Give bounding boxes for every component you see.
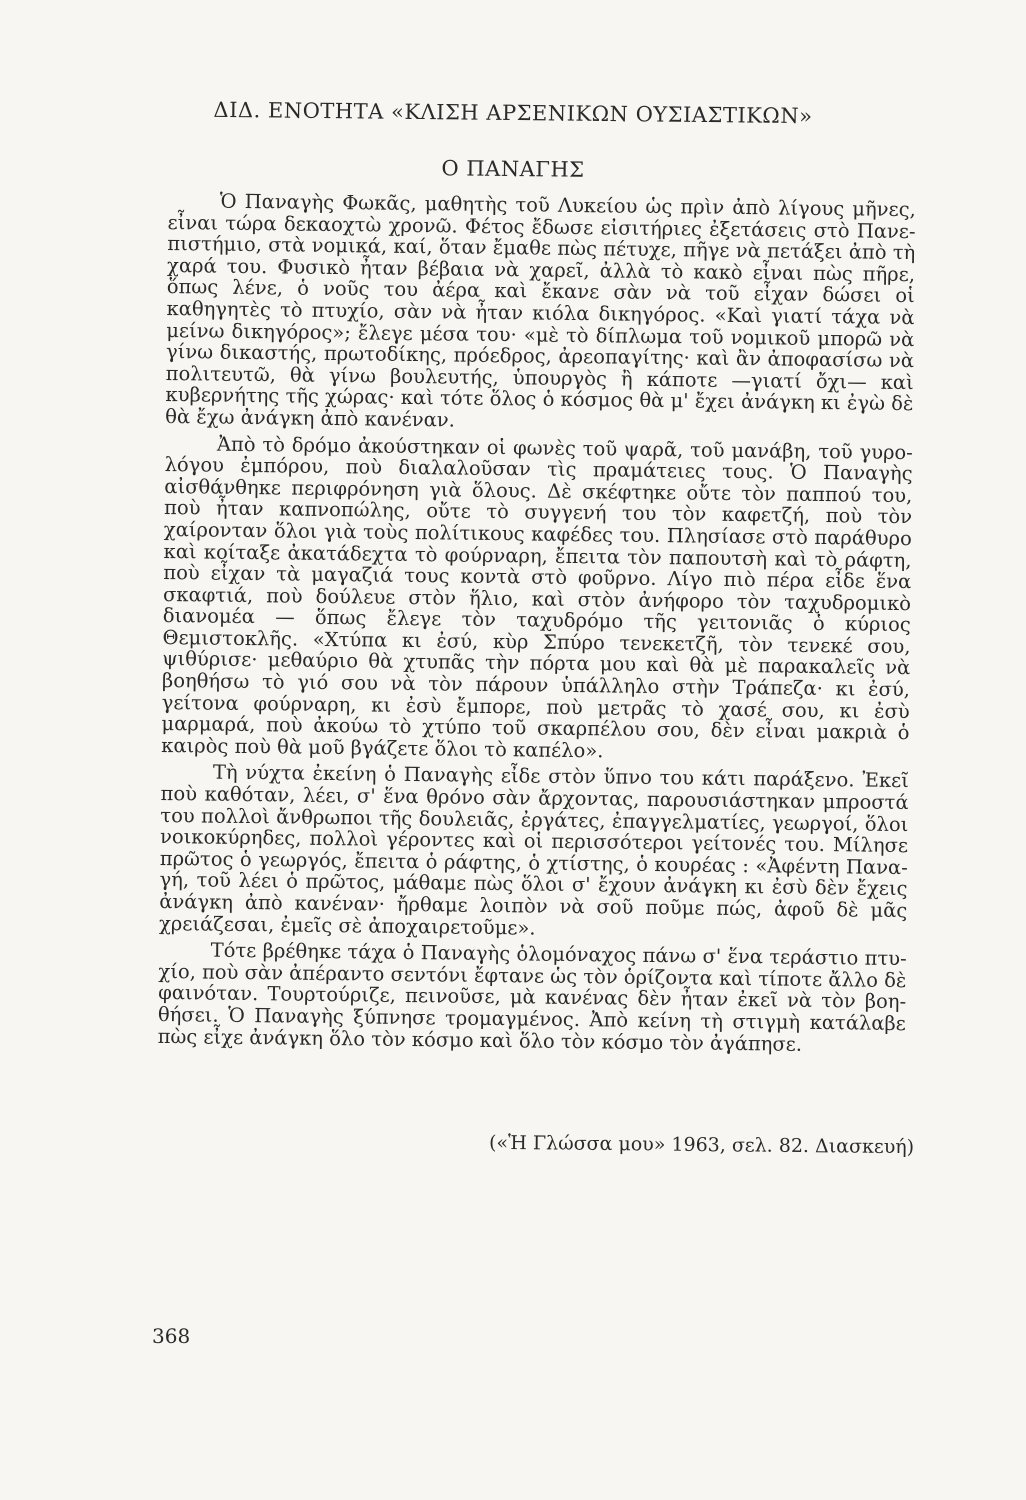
page-number: 368 — [152, 1324, 191, 1348]
paragraph-3: Τὴ νύχτα ἐκείνη ὁ Παναγὴς εἶδε στὸν ὕπνο του κάτι παράξενο. Ἐκεῖ ποὺ καθόταν, λέει, σ' ἕνα θρόνο σὰν ἄρχοντας, παρουσιάστηκαν μπροστά του πολλοὶ ἄνθρωποι τῆς δουλειᾶς, ἐργάτες, ἐπαγγελματίες, γεωργοί, ὅλοι νοικοκύρηδες, πολλοὶ γέροντες καὶ οἱ περισσότεροι γείτονές του. Μίλησε πρῶτος ὁ γεωργός, ἔπειτα ὁ ράφτης, ὁ χτίστης, ὁ κουρέας : «Ἀφέντη Παναγή, τοῦ λέει ὁ πρῶτος, μάθαμε πὼς ὅλοι σ' ἔχουν ἀνάγκη κι ἐσὺ δὲν ἔχεις ἀνάγκη ἀπὸ κανέναν· ἤρθαμε λοιπὸν νὰ σοῦ ποῦμε πώς, ἀφοῦ δὲ μᾶς χρειάζεσαι, ἐμεῖς σὲ ἀποχαιρετοῦμε». — [158, 761, 909, 940]
paragraph-1: Ὁ Παναγὴς Φωκᾶς, μαθητὴς τοῦ Λυκείου ὡς πρὶν ἀπὸ λίγους μῆνες, εἶναι τώρα δεκαοχτὼ χρονῶ. Φέτος ἔδωσε εἰσιτήριες ἐξετάσεις στὸ Πανεπιστήμιο, στὰ νομικά, καί, ὅταν ἔμαθε πὼς πέτυχε, πῆγε νὰ πετάξει ἀπὸ τὴ χαρά του. Φυσικὸ ἦταν βέβαια νὰ χαρεῖ, ἀλλὰ τὸ κακὸ εἶναι πὼς πῆρε, ὅπως λένε, ὁ νοῦς του ἀέρα καὶ ἔκανε σὰν νὰ τοῦ εἶχαν δώσει οἱ καθηγητὲς τὸ πτυχίο, σὰν νὰ ἦταν κιόλα δικηγόρος. «Καὶ γιατί τάχα νὰ μείνω δικηγόρος»; ἔλεγε μέσα του· «μὲ τὸ δίπλωμα τοῦ νομικοῦ μπορῶ νὰ γίνω δικαστής, πρωτοδίκης, πρόεδρος, ἀρεοπαγίτης· καὶ ἂν ἀποφασίσω νὰ πολιτευτῶ, θὰ γίνω βουλευτής, ὑπουργὸς ἢ κάποτε —γιατί ὄχι— καὶ κυβερνήτης τῆς χώρας· καὶ τότε ὅλος ὁ κόσμος θὰ μ' ἔχει ἀνάγκη κι ἐγὼ δὲ θὰ ἔχω ἀνάγκη ἀπὸ κανέναν. — [165, 189, 916, 432]
paragraph-4: Τότε βρέθηκε τάχα ὁ Παναγὴς ὁλομόναχος πάνω σ' ἕνα τεράστιο πτυχίο, ποὺ σὰν ἀπέραντο σεντόνι ἔφτανε ὡς τὸν ὁρίζοντα καὶ τίποτε ἄλλο δὲ φαινόταν. Τουρτούριζε, πεινοῦσε, μὰ κανένας δὲν ἦταν ἐκεῖ νὰ τὸν βοηθήσει. Ὁ Παναγὴς ξύπνησε τρομαγμένος. Ἀπὸ κείνη τὴ στιγμὴ κατάλαβε πὼς εἶχε ἀνάγκη ὅλο τὸν κόσμο καὶ ὅλο τὸν κόσμο τὸν ἀγάπησε. — [157, 938, 907, 1056]
story-body — [157, 190, 915, 1061]
section-heading: ΔΙΔ. ΕΝΟΤΗΤΑ «ΚΛΙΣΗ ΑΡΣΕΝΙΚΩΝ ΟΥΣΙΑΣΤΙΚΩΝ» — [213, 97, 813, 129]
source-citation: («Ἡ Γλώσσα μου» 1963, σελ. 82. Διασκευή) — [488, 1131, 915, 1159]
story-title: Ο ΠΑΝΑΓΗΣ — [441, 156, 585, 182]
paragraph-2: Ἀπὸ τὸ δρόμο ἀκούστηκαν οἱ φωνὲς τοῦ ψαρᾶ, τοῦ μανάβη, τοῦ γυρολόγου ἐμπόρου, ποὺ διαλαλοῦσαν τὶς πραμάτειες τους. Ὁ Παναγὴς αἰσθάνθηκε περιφρόνηση γιὰ ὅλους. Δὲ σκέφτηκε οὔτε τὸν παππού του, ποὺ ἦταν καπνοπώλης, οὔτε τὸ συγγενή του τὸν καφετζή, ποὺ τὸν χαίρονταν ὅλοι γιὰ τοὺς πολίτικους καφέδες του. Πλησίασε στὸ παράθυρο καὶ κοίταξε ἀκατάδεχτα τὸ φούρναρη, ἔπειτα τὸν παπουτσὴ καὶ τὸ ράφτη, ποὺ εἶχαν τὰ μαγαζιά τους κοντὰ στὸ φοῦρνο. Λίγο πιὸ πέρα εἶδε ἕνα σκαφτιά, ποὺ δούλευε στὸν ἥλιο, καὶ στὸν ἀνήφορο τὸν ταχυδρομικὸ διανομέα — ὅπως ἔλεγε τὸν ταχυδρόμο τῆς γειτονιᾶς ὁ κύριος Θεμιστοκλῆς. «Χτύπα κι ἐσύ, κὺρ Σπύρο τενεκετζῆ, τὸν τενεκέ σου, ψιθύρισε· μεθαύριο θὰ χτυπᾶς τὴν πόρτα μου καὶ θὰ μὲ παρακαλεῖς νὰ βοηθήσω τὸ γιό σου νὰ τὸν πάρουν ὑπάλληλο στὴν Τράπεζα· κι ἐσύ, γείτονα φούρναρη, κι ἐσὺ ἔμπορε, ποὺ μετρᾶς τὸ χασέ σου, κι ἐσὺ μαρμαρά, ποὺ ἀκούω τὸ χτύπο τοῦ σκαρπέλου σου, δὲν εἶναι μακριὰ ὁ καιρὸς ποὺ θὰ μοῦ βγάζετε ὅλοι τὸ καπέλο». — [161, 432, 913, 763]
